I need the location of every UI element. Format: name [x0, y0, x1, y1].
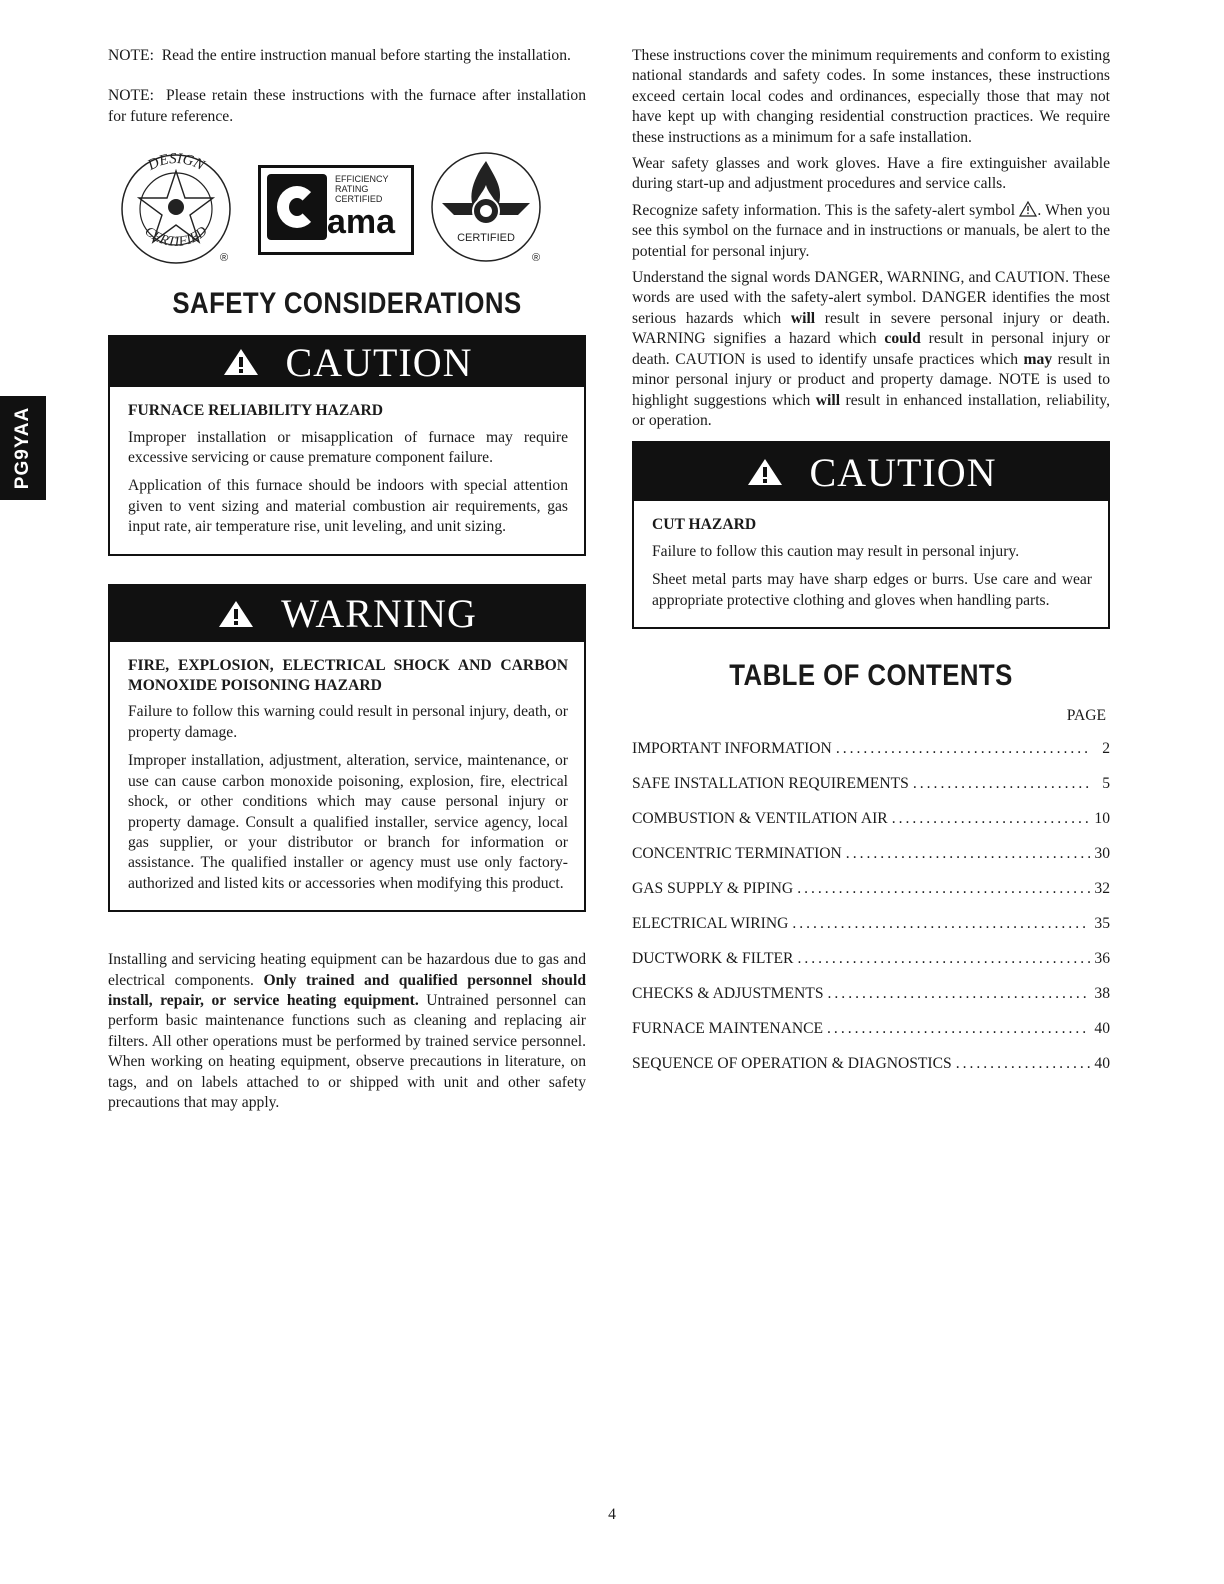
note-1 [108, 46, 586, 66]
caution-heading: CAUTION [285, 339, 473, 385]
caution-paragraph: Failure to follow this caution may result in personal injury. [652, 542, 1020, 560]
certification-logos [108, 149, 586, 269]
signal-text: result in personal injury or death. CAUTION is used to identify unsafe practices which [632, 330, 1110, 368]
toc-list [632, 739, 1110, 1074]
side-tab-label: PG9YAA [12, 406, 33, 490]
note-text: Please retain these instructions with the furnace after installation for future reference. [108, 87, 586, 125]
toc-entry[interactable] [632, 739, 1110, 759]
toc-entry-label: COMBUSTION & VENTILATION AIR [632, 809, 888, 827]
warning-paragraph: Improper installation, adjustment, alteration, service, maintenance, or use can cause carbon monoxide poisoning, explosion, fire, electrical shock, or other conditions which may cause personal injury or property damage. Consult a qualified installer, service agency, local gas supplier, or your distributor or branch for information or assistance. The qualified installer or agency must use only factory-authorized and listed kits or accessories when modifying this product. [128, 752, 568, 892]
toc-entry[interactable] [632, 914, 1110, 934]
toc-entry-page: 40 [1094, 1054, 1110, 1072]
toc-entry-page: 30 [1094, 844, 1110, 862]
side-tab [0, 396, 46, 500]
safety-symbol-text: . When you see this symbol on the furnace and in instructions or manuals, be alert to the potential for personal injury. [632, 201, 1110, 260]
caution-box-reliability [108, 335, 586, 555]
toc-entry-page: 32 [1094, 879, 1110, 897]
signal-bold-word: could [884, 330, 921, 348]
signal-text: result in enhanced installation, reliability, or operation. [632, 391, 1110, 429]
intro-paragraph: These instructions cover the minimum requirements and conform to existing national standards and safety codes. In some instances, these instructions exceed certain local codes and ordinances, especially those that may not have kept up with changing residential construction practices. We require these instructions as a minimum for a safe installation. [632, 47, 1110, 146]
note-text: Read the entire instruction manual before starting the installation. [161, 47, 571, 64]
caution-header [634, 443, 1108, 501]
safety-alert-icon [1019, 201, 1037, 217]
safety-considerations-title: SAFETY CONSIDERATIONS [172, 287, 522, 321]
hazard-title: FIRE, EXPLOSION, ELECTRICAL SHOCK AND CARBON MONOXIDE POISONING HAZARD [128, 656, 568, 695]
toc-entry[interactable] [632, 949, 1110, 969]
safety-gear-paragraph: Wear safety glasses and work gloves. Have a fire extinguisher available during start-up and adjustment procedures and service calls. [632, 155, 1110, 193]
signal-bold-word: may [1023, 350, 1053, 368]
toc-entry-page: 35 [1094, 914, 1110, 932]
signal-words-paragraph [632, 268, 1110, 431]
warning-paragraph: Failure to follow this warning could result in personal injury, death, or property damage. [128, 703, 568, 741]
registered-mark: ® [532, 252, 541, 265]
install-paragraph [108, 950, 586, 1113]
toc-leader-dots [792, 914, 1090, 934]
toc-leader-dots [892, 809, 1090, 829]
toc-leader-dots [913, 774, 1090, 794]
warning-header [110, 586, 584, 642]
design-text: DESIGN [145, 151, 207, 175]
toc-entry-label: SAFE INSTALLATION REQUIREMENTS [632, 774, 909, 792]
install-text: Untrained personnel can perform basic maintenance functions such as cleaning and replacing air filters. All other operations must be performed by trained service personnel. When working on heating equipment, observe precautions in literature, on tags, and on labels attached to or shipped with unit and other safety precautions that may apply. [108, 991, 586, 1111]
toc-entry[interactable] [632, 879, 1110, 899]
caution-paragraph: Application of this furnace should be indoors with special attention given to vent sizing and material combustion air requirements, gas input rate, air temperature rise, unit leveling, and unit sizing. [128, 477, 568, 536]
hazard-title: FURNACE RELIABILITY HAZARD [128, 402, 384, 420]
certified-text: CERTIFIED [141, 224, 211, 251]
caution-header [110, 337, 584, 387]
toc-leader-dots [956, 1054, 1090, 1074]
toc-entry[interactable] [632, 809, 1110, 829]
toc-entry[interactable] [632, 984, 1110, 1004]
gama-line-certified: CERTIFIED [335, 194, 383, 205]
toc-entry-label: FURNACE MAINTENANCE [632, 1019, 824, 1037]
note-2 [108, 86, 586, 127]
warning-box [108, 584, 586, 912]
signal-bold-word: will [815, 391, 841, 409]
install-bold-text: Only trained and qualified personnel should install, repair, or service heating equipment. [108, 971, 586, 1009]
caution-paragraph: Sheet metal parts may have sharp edges or burrs. Use care and wear appropriate protective clothing and gloves when handling parts. [652, 571, 1092, 609]
safety-alert-icon [222, 347, 260, 377]
toc-entry-page: 5 [1102, 774, 1110, 792]
safety-symbol-paragraph [632, 201, 1110, 262]
toc-title: TABLE OF CONTENTS [729, 658, 1013, 692]
toc-entry-label: ELECTRICAL WIRING [632, 914, 789, 932]
svg-text:CERTIFIED [141, 224, 210, 250]
safety-alert-icon [217, 599, 255, 629]
gama-logo [258, 165, 414, 255]
toc-entry-label: SEQUENCE OF OPERATION & DIAGNOSTICS [632, 1054, 952, 1072]
toc-entry[interactable] [632, 844, 1110, 864]
toc-entry-page: 10 [1094, 809, 1110, 827]
caution-paragraph: Improper installation or misapplication of furnace may require excessive servicing or cause premature component failure. [128, 428, 568, 467]
page-number: 4 [608, 1506, 616, 1523]
toc-leader-dots [797, 879, 1090, 899]
toc-entry[interactable] [632, 774, 1110, 794]
warning-heading: WARNING [281, 591, 477, 637]
toc-leader-dots [797, 949, 1090, 969]
toc-entry-label: IMPORTANT INFORMATION [632, 739, 832, 757]
note-label: NOTE: [108, 87, 154, 105]
toc-leader-dots [827, 1019, 1090, 1039]
toc-entry-page: 40 [1094, 1019, 1110, 1037]
safety-alert-icon [746, 457, 784, 487]
toc-entry[interactable] [632, 1019, 1110, 1039]
toc-entry-page: 38 [1094, 984, 1110, 1002]
toc-entry-label: CONCENTRIC TERMINATION [632, 844, 842, 862]
toc-entry-label: CHECKS & ADJUSTMENTS [632, 984, 824, 1002]
toc-leader-dots [836, 739, 1090, 759]
gama-word: ama [327, 203, 396, 242]
hazard-title: CUT HAZARD [652, 516, 757, 534]
gama-line-efficiency: EFFICIENCY [335, 174, 389, 185]
toc-page-label: PAGE [1066, 706, 1106, 724]
toc-entry-label: GAS SUPPLY & PIPING [632, 879, 794, 897]
design-certified-logo [116, 149, 236, 265]
signal-bold-word: will [790, 309, 816, 327]
toc-entry[interactable] [632, 1054, 1110, 1074]
toc-leader-dots [828, 984, 1091, 1004]
safety-symbol-text: Recognize safety information. This is the safety-alert symbol [632, 201, 1016, 219]
toc-leader-dots [846, 844, 1090, 864]
caution-heading: CAUTION [809, 449, 997, 495]
gama-line-rating: RATING [335, 184, 369, 195]
left-column [108, 46, 586, 1113]
registered-mark: ® [220, 252, 229, 265]
toc-entry-page: 36 [1094, 949, 1110, 967]
signal-text: result in minor personal injury or product and property damage. NOTE is used to highlight suggestions which [632, 350, 1110, 409]
certified-flame-text: CERTIFIED [457, 232, 515, 245]
toc-entry-page: 2 [1102, 739, 1110, 757]
note-label: NOTE: [108, 47, 154, 64]
signal-text: Understand the signal words DANGER, WARNING, and CAUTION. These words are used with the safety-alert symbol. DANGER identifies the most serious hazards which [632, 269, 1110, 327]
certified-flame-logo [426, 149, 546, 265]
install-text: Installing and servicing heating equipment can be hazardous due to gas and electrical components. [108, 951, 586, 989]
right-column [632, 46, 1110, 1089]
toc-entry-label: DUCTWORK & FILTER [632, 949, 794, 967]
signal-text: result in severe personal injury or death. WARNING signifies a hazard which [632, 309, 1110, 348]
caution-box-cut [632, 441, 1110, 629]
